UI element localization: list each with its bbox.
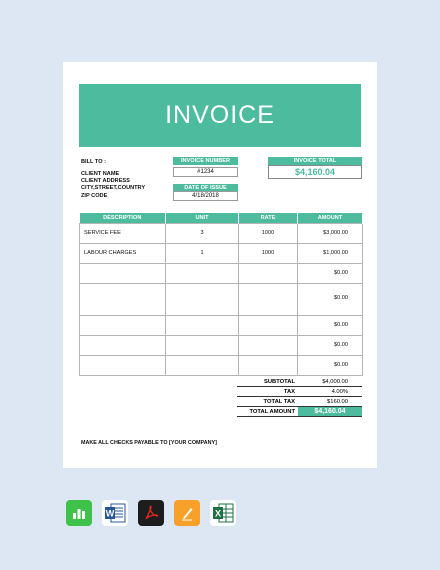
row-rate [239,316,298,336]
row-description [80,316,166,336]
invoice-page [63,62,377,468]
excel-icon[interactable] [210,500,236,526]
invoice-number-label: INVOICE NUMBER [173,157,238,165]
row-rate [239,284,298,316]
invoice-total-value: $4,160.04 [268,165,362,179]
client-name: CLIENT NAME [81,171,120,177]
bill-to-label: BILL TO : [81,159,106,165]
row-unit [166,336,239,356]
pages-icon[interactable] [174,500,200,526]
word-icon[interactable] [102,500,128,526]
date-label: DATE OF ISSUE [173,184,238,192]
row-amount: $0.00 [298,284,363,316]
table-row [80,264,363,284]
total-amount-row [237,407,362,417]
table-row [80,244,363,264]
tax-value: 4.00% [298,387,362,397]
format-icon-row [66,500,236,526]
header-unit: UNIT [166,213,239,224]
total-tax-label: TOTAL TAX [237,397,298,407]
row-rate [239,336,298,356]
table-row [80,284,363,316]
row-description: SERVICE FEE [80,224,166,244]
row-amount: $1,000.00 [298,244,363,264]
client-address: CLIENT ADDRESS [81,178,130,184]
table-row [80,224,363,244]
row-description [80,356,166,376]
total-tax-row [237,397,362,407]
row-amount: $3,000.00 [298,224,363,244]
row-description: LABOUR CHARGES [80,244,166,264]
date-field: 4/18/2018 [173,191,238,201]
row-amount: $0.00 [298,336,363,356]
client-city: CITY,STREET,COUNTRY [81,185,146,191]
summary-table [237,377,362,417]
subtotal-label: SUBTOTAL [237,377,298,387]
svg-text:W: W [105,508,115,519]
numbers-icon[interactable] [66,500,92,526]
client-zip: ZIP CODE [81,193,108,199]
row-unit: 1 [166,244,239,264]
total-tax-value: $160.00 [298,397,362,407]
payable-note: MAKE ALL CHECKS PAYABLE TO [YOUR COMPANY] [81,440,217,446]
total-amount-label: TOTAL AMOUNT [237,407,298,417]
subtotal-value: $4,000.00 [298,377,362,387]
row-rate: 1000 [239,244,298,264]
row-unit [166,264,239,284]
row-amount: $0.00 [298,356,363,376]
invoice-title: INVOICE [165,101,275,129]
invoice-total-label: INVOICE TOTAL [268,157,362,165]
table-row [80,316,363,336]
row-description [80,336,166,356]
row-unit: 3 [166,224,239,244]
row-rate: 1000 [239,224,298,244]
row-rate [239,356,298,376]
row-description [80,284,166,316]
row-unit [166,284,239,316]
tax-label: TAX [237,387,298,397]
row-amount: $0.00 [298,316,363,336]
row-unit [166,316,239,336]
header-rate: RATE [239,213,298,224]
row-amount: $0.00 [298,264,363,284]
line-items-table [79,213,363,376]
row-unit [166,356,239,376]
total-amount-value: $4,160.04 [298,407,362,417]
table-header-row [80,213,363,224]
header-amount: AMOUNT [298,213,363,224]
pdf-icon[interactable] [138,500,164,526]
table-row [80,356,363,376]
svg-text:X: X [214,508,222,519]
row-description [80,264,166,284]
row-rate [239,264,298,284]
invoice-banner [79,84,361,147]
subtotal-row [237,377,362,387]
invoice-number-field: #1234 [173,167,238,177]
tax-row [237,387,362,397]
table-row [80,336,363,356]
header-description: DESCRIPTION [80,213,166,224]
